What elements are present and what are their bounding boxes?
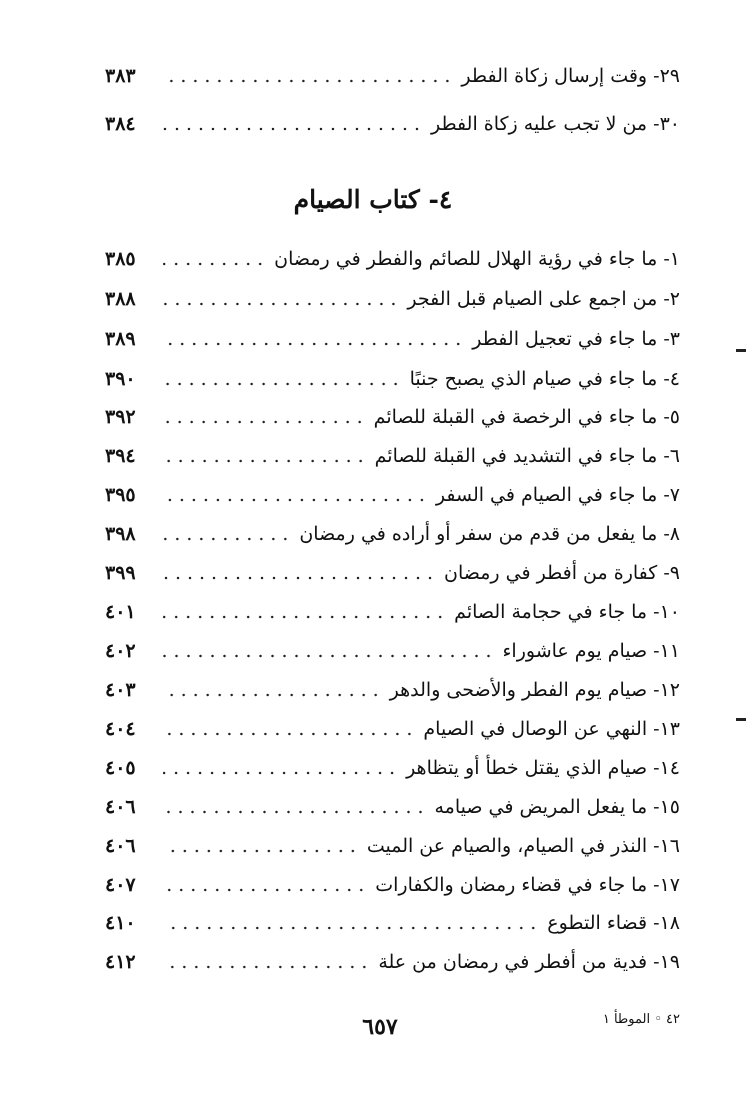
scan-edge-mark (736, 349, 746, 352)
toc-entry-page: ٤٠٤ (105, 718, 136, 740)
scan-edge-mark (736, 718, 746, 721)
toc-entry-label: ١٠- ما جاء في حجامة الصائم (454, 601, 680, 623)
toc-entry (105, 62, 680, 90)
leader-dots (163, 536, 291, 542)
leader-dots (163, 497, 428, 503)
toc-entry-page: ٤٠٦ (105, 796, 136, 818)
toc-entry-label: ١٧- ما جاء في قضاء رمضان والكفارات (375, 874, 680, 896)
toc-entry-label: ١٣- النهي عن الوصال في الصيام (423, 718, 680, 740)
leader-dots (163, 692, 382, 698)
toc-entry-page: ٣٩٠ (105, 368, 136, 390)
toc-entry-label: ١٤- صيام الذي يقتل خطأ أو يتظاهر (406, 757, 680, 779)
toc-entry-label: ١٦- النذر في الصيام، والصيام عن الميت (366, 835, 680, 857)
toc-entry (105, 948, 680, 976)
toc-entry-label: ٢٩- وقت إرسال زكاة الفطر (461, 65, 680, 87)
leader-dots (163, 925, 539, 931)
toc-entry-label: ١- ما جاء في رؤية الهلال للصائم والفطر في رمضان (274, 248, 680, 270)
toc-entry (105, 403, 680, 431)
leader-dots (163, 78, 453, 84)
toc-entry (105, 520, 680, 548)
leader-dots (163, 301, 399, 307)
toc-entry-label: ٢- من اجمع على الصيام قبل الفجر (407, 288, 680, 310)
toc-entry (105, 909, 680, 937)
toc-entry (105, 637, 680, 665)
toc-entry-label: ١٩- فدية من أفطر في رمضان من علة (378, 951, 680, 973)
toc-entry-page: ٣٨٥ (105, 248, 136, 270)
toc-entry (105, 715, 680, 743)
leader-dots (163, 126, 423, 132)
toc-entry-page: ٣٩٥ (105, 484, 136, 506)
toc-entry-page: ٤٠١ (105, 601, 136, 623)
toc-entry (105, 871, 680, 899)
toc-entry-label: ١٥- ما يفعل المريض في صيامه (434, 796, 680, 818)
toc-entry (105, 245, 680, 273)
toc-entry-page: ٣٩٢ (105, 406, 136, 428)
toc-entry-page: ٤٠٢ (105, 640, 136, 662)
leader-dots (163, 964, 370, 970)
toc-entry-page: ٤١٢ (105, 951, 136, 973)
toc-entry-label: ٣- ما جاء في تعجيل الفطر (472, 328, 680, 350)
leader-dots (163, 419, 366, 425)
toc-entry-label: ٤- ما جاء في صيام الذي يصبح جنبًا (409, 368, 680, 390)
page-number: ٦٥٧ (362, 1014, 398, 1040)
toc-entry (105, 598, 680, 626)
toc-entry (105, 481, 680, 509)
toc-entry (105, 793, 680, 821)
leader-dots (163, 770, 398, 776)
leader-dots (163, 731, 415, 737)
toc-entry-label: ٣٠- من لا تجب عليه زكاة الفطر (430, 113, 680, 135)
leader-dots (163, 575, 436, 581)
toc-entry (105, 442, 680, 470)
leader-dots (163, 809, 427, 815)
toc-entry (105, 832, 680, 860)
toc-entry-page: ٣٩٩ (105, 562, 136, 584)
toc-entry (105, 325, 680, 353)
toc-entry-label: ٥- ما جاء في الرخصة في القبلة للصائم (373, 406, 680, 428)
leader-dots (163, 848, 359, 854)
leader-dots (163, 261, 266, 267)
leader-dots (163, 887, 367, 893)
toc-entry-page: ٤٠٧ (105, 874, 136, 896)
toc-entry (105, 754, 680, 782)
toc-entry (105, 110, 680, 138)
toc-entry (105, 676, 680, 704)
toc-entry (105, 285, 680, 313)
toc-entry-label: ١٢- صيام يوم الفطر والأضحى والدهر (389, 679, 680, 701)
section-title: ٤- كتاب الصيام (293, 185, 453, 214)
toc-entry-page: ٣٩٨ (105, 523, 136, 545)
toc-entry-page: ٤٠٥ (105, 757, 136, 779)
toc-entry (105, 365, 680, 393)
toc-entry-page: ٣٨٨ (105, 288, 136, 310)
toc-entry-label: ١٨- قضاء التطوع (547, 912, 680, 934)
toc-entry-page: ٣٨٩ (105, 328, 136, 350)
toc-entry (105, 559, 680, 587)
toc-entry-label: ٦- ما جاء في التشديد في القبلة للصائم (374, 445, 680, 467)
toc-entry-label: ١١- صيام يوم عاشوراء (502, 640, 680, 662)
toc-entry-page: ٤٠٣ (105, 679, 136, 701)
leader-dots (163, 341, 464, 347)
signature-mark: ٤٢ ◦ الموطأ ١ (602, 1012, 680, 1027)
leader-dots (163, 458, 367, 464)
leader-dots (163, 614, 446, 620)
toc-entry-page: ٣٩٤ (105, 445, 136, 467)
leader-dots (163, 381, 402, 387)
leader-dots (163, 653, 495, 659)
toc-entry-label: ٨- ما يفعل من قدم من سفر أو أراده في رمضان (299, 523, 680, 545)
toc-entry-label: ٧- ما جاء في الصيام في السفر (435, 484, 680, 506)
toc-entry-page: ٤١٠ (105, 912, 136, 934)
toc-entry-label: ٩- كفارة من أفطر في رمضان (444, 562, 680, 584)
toc-entry-page: ٣٨٣ (105, 65, 136, 87)
toc-entry-page: ٤٠٦ (105, 835, 136, 857)
toc-entry-page: ٣٨٤ (105, 113, 136, 135)
